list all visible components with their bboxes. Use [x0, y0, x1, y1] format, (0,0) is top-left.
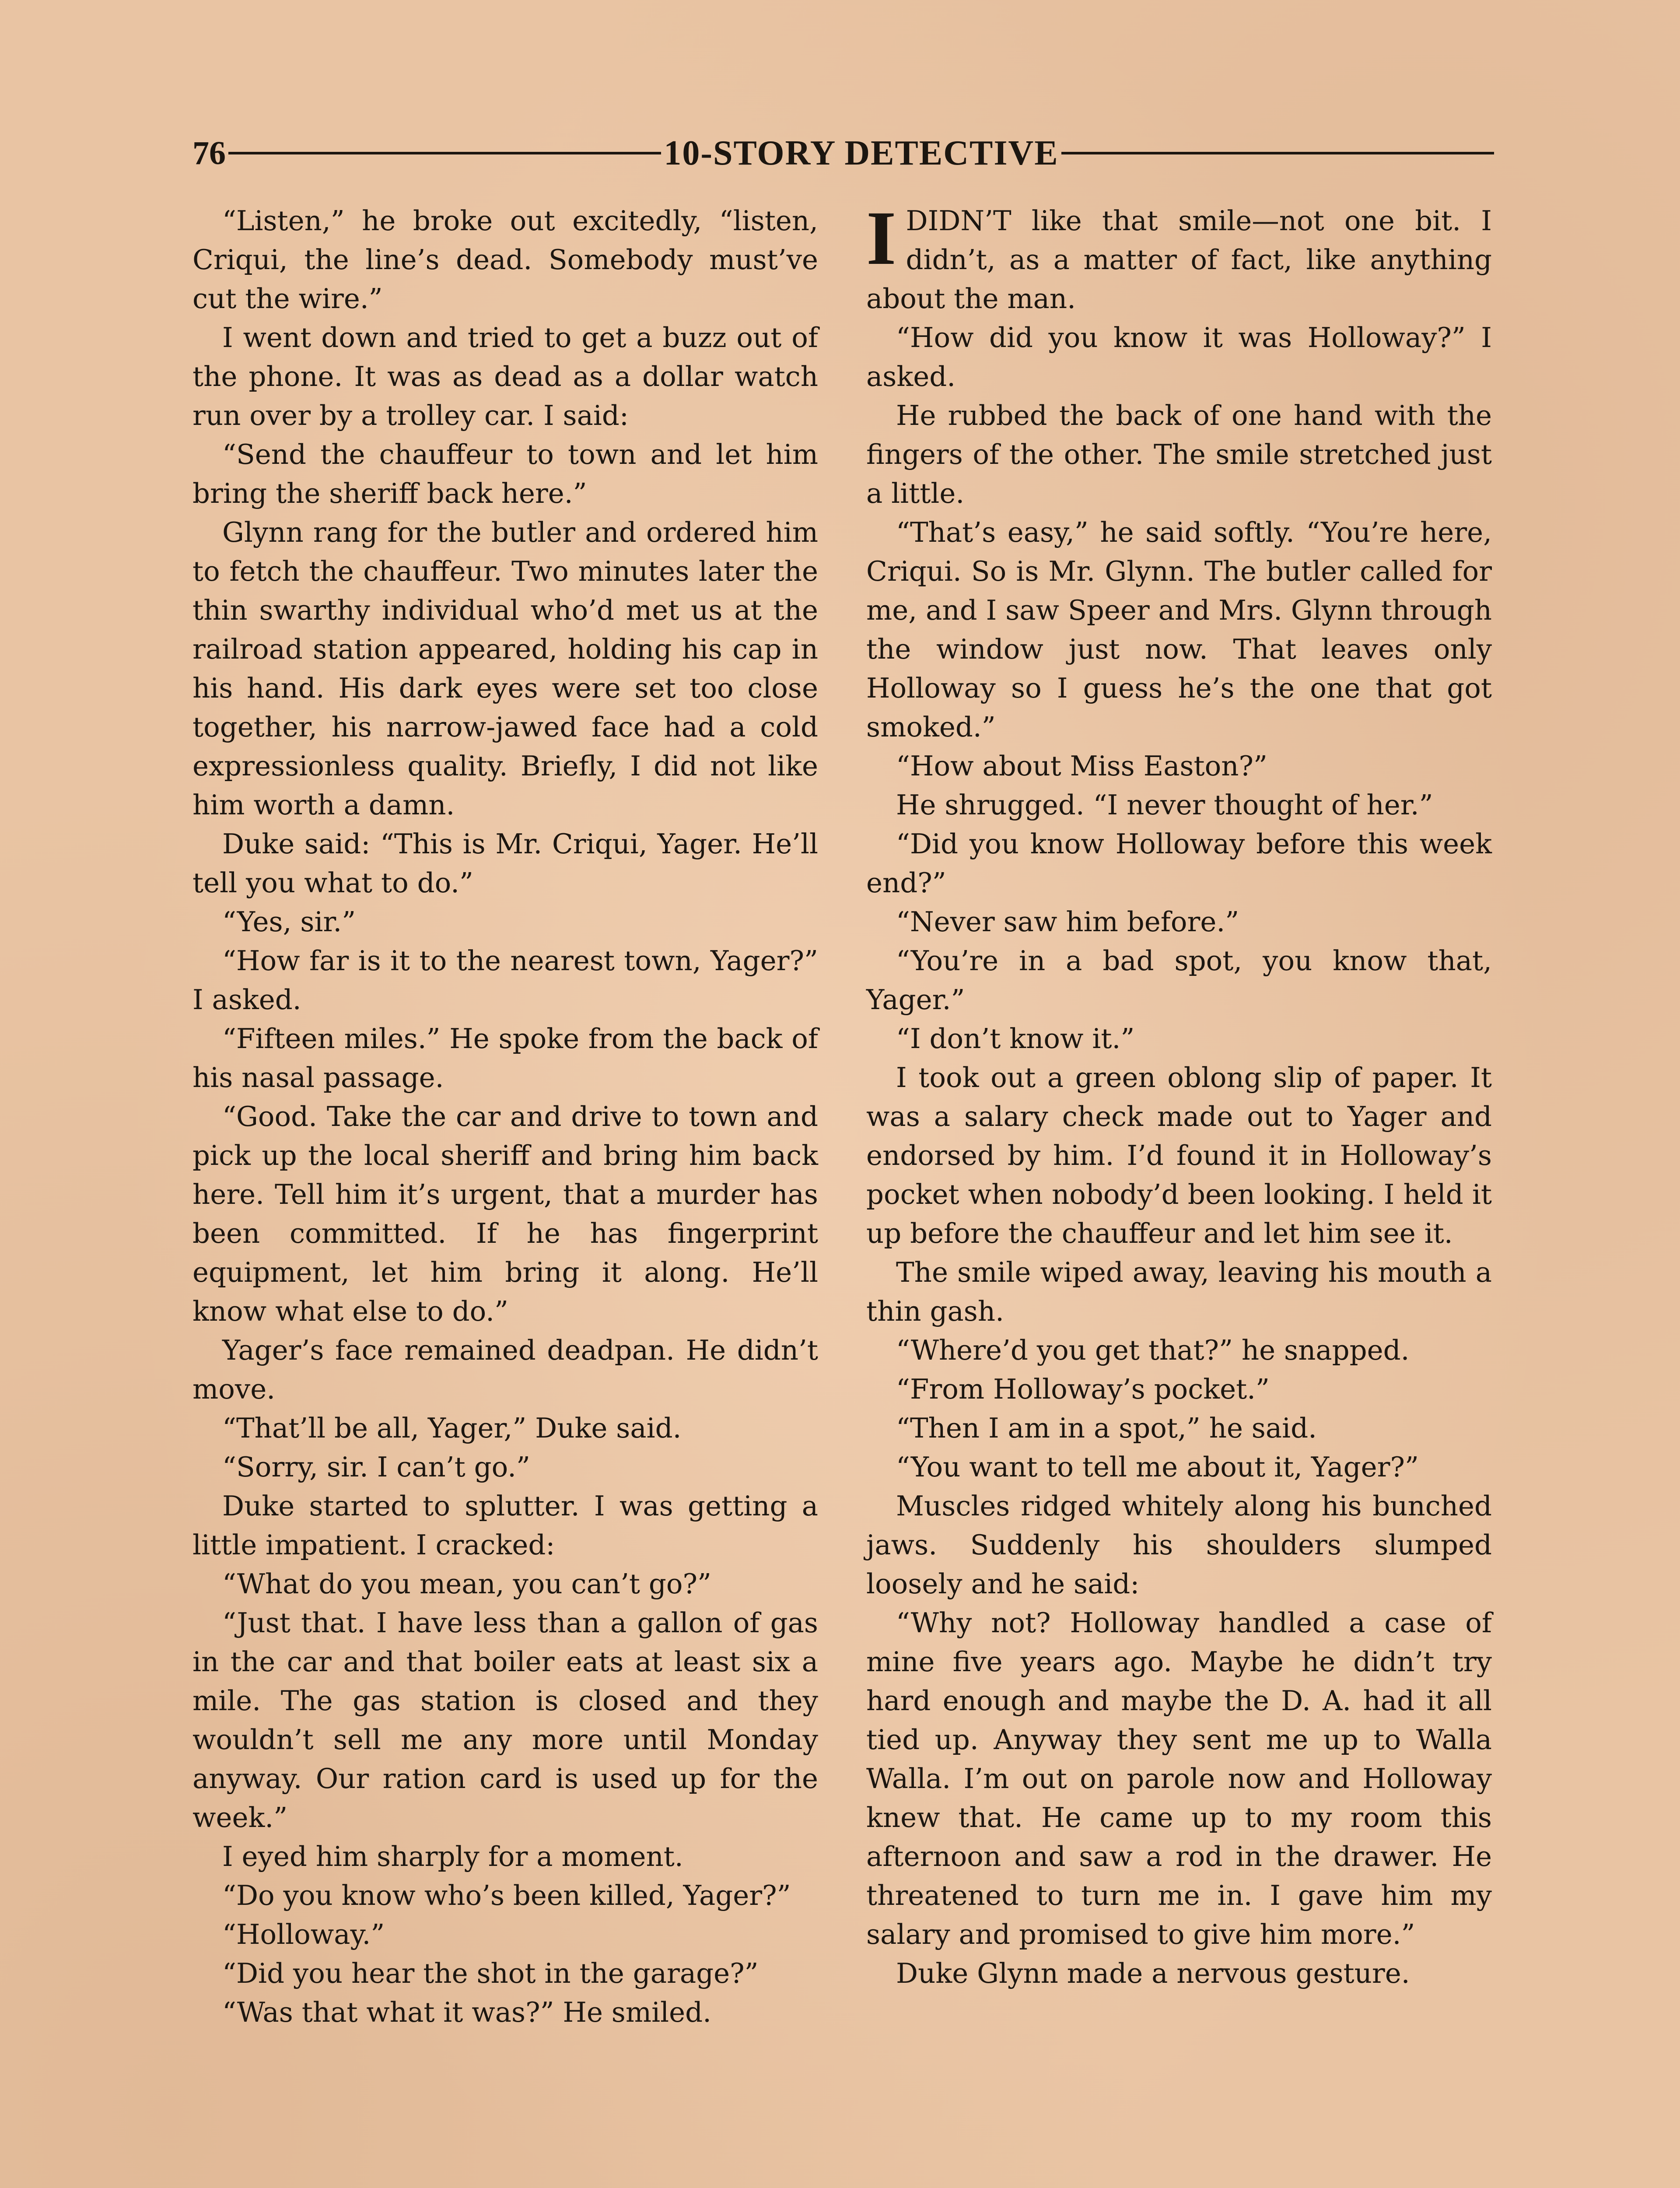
magazine-title: 10-STORY DETECTIVE [664, 134, 1059, 172]
paragraph: “Where’d you get that?” he snapped. [896, 1334, 1410, 1366]
paragraph: “How did you know it was Holloway?” I asked. [866, 322, 1492, 393]
header-rule-right [1061, 152, 1494, 154]
paragraph: “Sorry, sir. I can’t go.” [222, 1451, 530, 1483]
paragraph: “Why not? Holloway handled a case of mine five years ago. Maybe he didn’t try hard enough and maybe the D. A. had it all tied up. Anyway they sent me up to Walla Walla. I’m out on parole now and Holloway knew that. He came up to my room this afternoon and saw a rod in the drawer. He threatened to turn me in. I gave him my salary and promised to give him more.” [866, 1607, 1492, 1950]
paragraph: He shrugged. “I never thought of her.” [896, 789, 1433, 821]
header-rule-left [228, 152, 661, 154]
paragraph: “That’ll be all, Yager,” Duke said. [222, 1412, 682, 1444]
paragraph: “Good. Take the car and drive to town and pick up the local sheriff and bring him back here. Tell him it’s urgent, that a murder has been committed. If he has fingerprint equipment, let him bring it along. He’ll know what else to do.” [192, 1101, 818, 1327]
paragraph: “I don’t know it.” [896, 1023, 1135, 1055]
paragraph: Yager’s face remained deadpan. He didn’t move. [192, 1334, 818, 1405]
paragraph: “Was that what it was?” He smiled. [222, 1996, 711, 2028]
opening-paragraph [866, 196, 1492, 318]
paragraph: I took out a green oblong slip of paper. It was a salary check made out to Yager and endorsed by him. I’d found it in Holloway’s pocket when nobody’d been looking. I held it up before the chauffeur and let him see it. [866, 1062, 1492, 1249]
right-column [866, 196, 1492, 1993]
paragraph: “That’s easy,” he said softly. “You’re here, Criqui. So is Mr. Glynn. The butler called for me, and I saw Speer and Mrs. Glynn through the window just now. That leaves only Holloway so I guess he’s the one that got smoked.” [866, 516, 1492, 743]
paragraph: “Did you hear the shot in the garage?” [222, 1957, 759, 1989]
paragraph: Muscles ridged whitely along his bunched jaws. Suddenly his shoulders slumped loosely and he said: [866, 1490, 1492, 1600]
paragraph: “From Holloway’s pocket.” [896, 1373, 1270, 1405]
paragraph: Duke Glynn made a nervous gesture. [896, 1957, 1410, 1989]
paragraph: “Do you know who’s been killed, Yager?” [222, 1879, 791, 1911]
paragraph: I eyed him sharply for a moment. [222, 1841, 683, 1872]
paragraph: “Then I am in a spot,” he said. [896, 1412, 1317, 1444]
paragraph: “Never saw him before.” [896, 906, 1239, 938]
drop-cap: I [866, 196, 896, 281]
paragraph: “How about Miss Easton?” [896, 750, 1267, 782]
paragraph: “Just that. I have less than a gallon of gas in the car and that boiler eats at least six a mile. The gas station is closed and they wouldn’t sell me any more until Monday anyway. Our ration card is used up for the week.” [192, 1607, 818, 1834]
running-header [192, 127, 1494, 179]
left-column [192, 201, 818, 2032]
page-number: 76 [192, 135, 226, 172]
paragraph: “Holloway.” [222, 1918, 385, 1950]
paragraph: I went down and tried to get a buzz out of the phone. It was as dead as a dollar watch run over by a trolley car. I said: [192, 322, 818, 431]
paragraph: Duke said: “This is Mr. Criqui, Yager. He’ll tell you what to do.” [192, 828, 818, 899]
paragraph: “Yes, sir.” [222, 906, 356, 938]
paragraph: “You want to tell me about it, Yager?” [896, 1451, 1419, 1483]
paragraph: Duke started to splutter. I was getting a little impatient. I cracked: [192, 1490, 818, 1561]
paragraph: “What do you mean, you can’t go?” [222, 1568, 712, 1600]
paragraph: “Fifteen miles.” He spoke from the back of his nasal passage. [192, 1023, 818, 1094]
opening-paragraph-text: DIDN’T like that smile—not one bit. I didn’t, as a matter of fact, like anything about the man. [866, 205, 1492, 315]
paragraph: The smile wiped away, leaving his mouth a thin gash. [866, 1256, 1492, 1327]
paragraph: “Listen,” he broke out excitedly, “listen, Criqui, the line’s dead. Somebody must’ve cut the wire.” [192, 205, 818, 315]
paragraph: “You’re in a bad spot, you know that, Yager.” [866, 945, 1492, 1016]
paragraph: He rubbed the back of one hand with the fingers of the other. The smile stretched just a little. [866, 400, 1492, 509]
paragraph: “How far is it to the nearest town, Yager?” I asked. [192, 945, 818, 1016]
paragraph: “Send the chauffeur to town and let him bring the sheriff back here.” [192, 438, 818, 509]
paragraph: “Did you know Holloway before this week end?” [866, 828, 1492, 899]
paragraph: Glynn rang for the butler and ordered him to fetch the chauffeur. Two minutes later the thin swarthy individual who’d met us at the railroad station appeared, holding his cap in his hand. His dark eyes were set too close together, his narrow-jawed face had a cold expressionless quality. Briefly, I did not like him worth a damn. [192, 516, 818, 821]
